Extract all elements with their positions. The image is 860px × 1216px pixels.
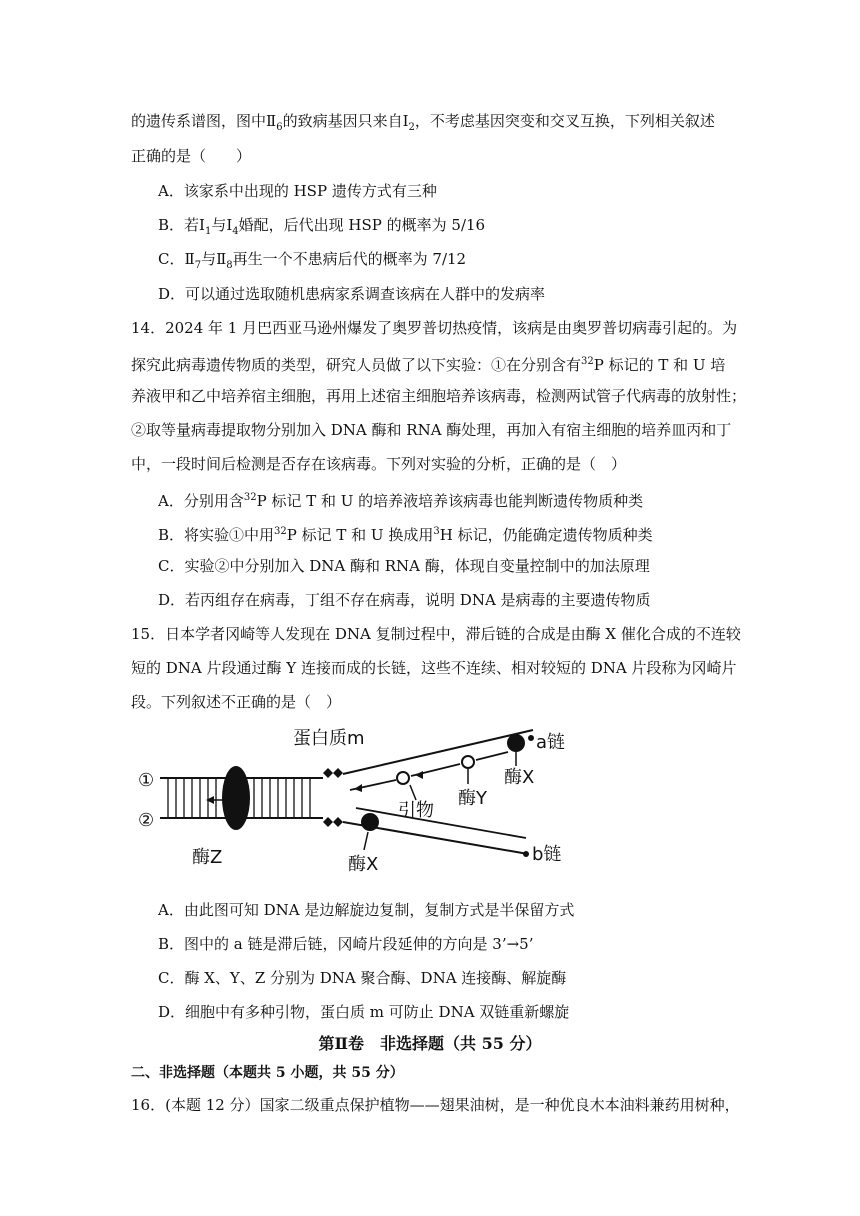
q13-stem-line2: 正确的是（ ） — [131, 147, 252, 165]
enzyme-x-top-label: 酶X — [504, 767, 535, 788]
enzyme-z-arrowhead — [206, 796, 214, 804]
q13-option-d: D．可以通过选取随机患病家系调查该病在人群中的发病率 — [158, 285, 546, 303]
enzyme-z-label: 酶Z — [192, 847, 223, 868]
q15-option-c: C．酶 X、Y、Z 分别为 DNA 聚合酶、DNA 连接酶、解旋酶 — [158, 969, 567, 987]
q14-stem-line4: ②取等量病毒提取物分别加入 DNA 酶和 RNA 酶处理，再加入有宿主细胞的培养皿丙和丁 — [131, 421, 732, 439]
new-fragment-3 — [476, 752, 508, 760]
protein-m-label: 蛋白质m — [293, 728, 365, 749]
q13-stem-line1: 的遗传系谱图，图中$Ⅱ_6$的致病基因只来自$Ⅰ_2$，不考虑基因突变和交叉互换，下列相关叙述 — [131, 112, 715, 133]
q15-stem-line1: 15．日本学者冈崎等人发现在 DNA 复制过程中，滞后链的合成是由酶 X 催化合成的不连较 — [131, 625, 741, 643]
q14-stem-line5: 中，一段时间后检测是否存在该病毒。下列对实验的分析，正确的是（ ） — [131, 455, 627, 473]
primer-pointer — [410, 785, 416, 800]
q14-stem-line2: 探究此病毒遗传物质的类型，研究人员做了以下实验：①在分别含有$^{32}$P 标记的 T 和 U 培 — [131, 356, 726, 374]
q14-option-a: A．分别用含$^{32}$P 标记 T 和 U 的培养液培养该病毒也能判断遗传物质种类 — [158, 492, 644, 510]
leading-strand-line — [356, 808, 526, 838]
q14-stem-line1: 14．2024 年 1 月巴西亚马逊州爆发了奥罗普切热疫情，该病是由奥罗普切病毒引起的。为 — [131, 319, 738, 337]
primer-circle-2 — [462, 756, 474, 768]
q15-option-a: A．由此图可知 DNA 是边解旋边复制，复制方式是半保留方式 — [158, 901, 575, 919]
protein-m-markers — [323, 768, 343, 827]
b-strand-end-dot — [523, 851, 529, 857]
q15-stem-line3: 段。下列叙述不正确的是（ ） — [131, 693, 342, 711]
strand-2-label: ② — [138, 810, 155, 831]
enzyme-x-bottom-shape — [361, 813, 379, 831]
q13-option-c: C．$Ⅱ_7$与$Ⅱ_8$再生一个不患病后代的概率为 7/12 — [158, 250, 467, 271]
enzyme-x-bottom-label: 酶X — [348, 854, 379, 875]
q15-option-b: B．图中的 a 链是滞后链，冈崎片段延伸的方向是 3’→5’ — [158, 935, 534, 953]
q13-option-a: A．该家系中出现的 HSP 遗传方式有三种 — [158, 182, 437, 200]
q13-option-b: B．若$Ⅰ_1$与$Ⅰ_4$婚配，后代出现 HSP 的概率为 5/16 — [158, 216, 486, 237]
enzyme-x-top-shape — [507, 734, 525, 752]
q15-option-d: D．细胞中有多种引物，蛋白质 m 可防止 DNA 双链重新螺旋 — [158, 1003, 570, 1021]
q14-option-c: C．实验②中分别加入 DNA 酶和 RNA 酶，体现自变量控制中的加法原理 — [158, 557, 650, 575]
primer-label: 引物 — [398, 800, 434, 821]
a-strand-label: a链 — [536, 732, 566, 753]
enzyme-y-label: 酶Y — [458, 788, 487, 809]
a-strand-end-dot — [528, 735, 534, 741]
q16-stem-line1: 16．(本题 12 分）国家二级重点保护植物——翅果油树，是一种优良木本油料兼药用树种， — [131, 1096, 740, 1114]
fragment-2-arrowhead — [415, 771, 423, 779]
q14-option-d: D．若丙组存在病毒，丁组不存在病毒，说明 DNA 是病毒的主要遗传物质 — [158, 591, 651, 609]
b-strand-label: b链 — [532, 844, 562, 865]
enzyme-x-bottom-pointer — [364, 832, 368, 850]
enzyme-z-shape — [222, 766, 250, 830]
q14-stem-line3: 养液甲和乙中培养宿主细胞，再用上述宿主细胞培养该病毒，检测两试管子代病毒的放射性； — [131, 387, 747, 405]
q15-stem-line2: 短的 DNA 片段通过酶 Y 连接而成的长链，这些不连续、相对较短的 DNA 片段称为冈崎片 — [131, 659, 737, 677]
dna-replication-diagram — [128, 718, 598, 880]
q14-option-b: B．将实验①中用$^{32}$P 标记 T 和 U 换成用$^3$H 标记，仍能确定遗传物质种类 — [158, 526, 653, 544]
section-subtitle: 二、非选择题（本题共 5 小题，共 55 分） — [131, 1065, 404, 1081]
section-title: 第Ⅱ卷 非选择题（共 55 分） — [318, 1034, 542, 1053]
primer-circle-1 — [397, 772, 409, 784]
strand-1-label: ① — [138, 770, 155, 791]
